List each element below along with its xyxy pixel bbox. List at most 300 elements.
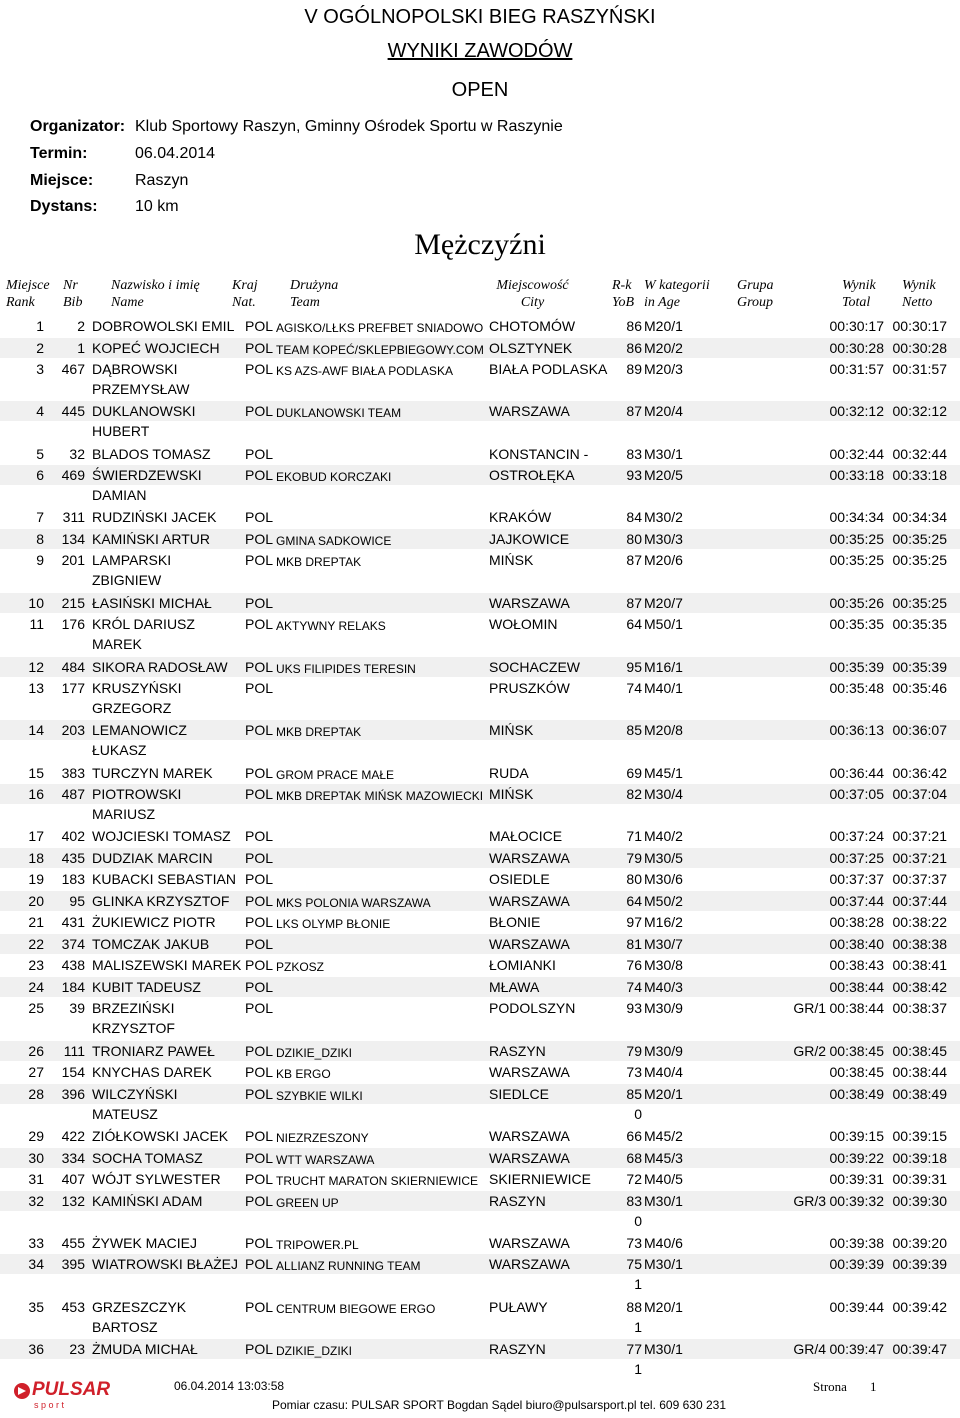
city-cell: MŁAWA — [489, 978, 540, 995]
netto-time-cell: 00:39:15 — [892, 1128, 947, 1144]
city-cell: PRUSZKÓW — [489, 680, 570, 696]
rank-cell: 10 — [28, 594, 44, 611]
name-cell: KNYCHAS DAREK — [92, 1064, 212, 1081]
name-cell: ZIÓŁKOWSKI JACEK — [92, 1128, 229, 1144]
city-cell: OSTROŁĘKA — [489, 467, 575, 484]
netto-time-cell: 00:39:30 — [892, 1192, 947, 1209]
category-cell: M45/3 — [644, 1149, 683, 1166]
city-cell: KONSTANCIN - — [489, 445, 589, 462]
name-cell-second-line: MATEUSZ — [92, 1105, 158, 1122]
total-time-cell: 00:38:44 — [829, 978, 884, 995]
rank-cell: 26 — [28, 1042, 44, 1059]
netto-time-cell: 00:38:38 — [892, 935, 947, 952]
col-header-bib — [63, 277, 82, 311]
total-time-cell: 00:30:28 — [829, 339, 884, 356]
rank-cell: 32 — [28, 1192, 44, 1209]
team-cell: AKTYWNY RELAKS — [276, 619, 386, 634]
rank-cell: 4 — [36, 403, 44, 420]
yob-cell: 86 — [626, 318, 642, 334]
rank-cell: 16 — [28, 786, 44, 803]
col-header-team — [290, 277, 338, 311]
team-cell: TRUCHT MARATON SKIERNIEWICE — [276, 1174, 479, 1188]
category-extra-cell: 1 — [634, 1318, 642, 1335]
name-cell: DUDZIAK MARCIN — [92, 849, 213, 866]
category-cell: M45/1 — [644, 764, 683, 781]
total-time-cell: 00:39:47 — [829, 1340, 884, 1357]
team-cell: SZYBKIE WILKI — [276, 1088, 363, 1103]
name-cell: WIATROWSKI BŁAŻEJ — [92, 1256, 238, 1273]
bib-cell: 23 — [69, 1340, 85, 1357]
city-cell: KRAKÓW — [489, 509, 552, 526]
yob-cell: 74 — [626, 978, 642, 995]
team-cell: TEAM KOPEĆ/SKLEPBIEGOWY.COM — [276, 342, 484, 357]
category-cell: M30/1 — [644, 1192, 683, 1209]
category-extra-cell: 0 — [634, 1212, 642, 1229]
team-cell: WTT WARSZAWA — [276, 1152, 375, 1167]
city-cell: SOCHACZEW — [489, 658, 580, 675]
rank-cell: 20 — [28, 892, 44, 909]
yob-cell: 73 — [626, 1234, 642, 1251]
col-header-name-en: Name — [111, 295, 144, 310]
city-cell: WARSZAWA — [489, 403, 570, 420]
rank-cell: 25 — [28, 1000, 44, 1017]
nat-cell: POL — [245, 318, 274, 334]
city-cell: RASZYN — [489, 1042, 546, 1059]
col-header-team-en: Team — [290, 295, 320, 310]
city-cell: WARSZAWA — [489, 849, 570, 866]
col-header-yob-en: YoB — [612, 295, 635, 310]
yob-cell: 82 — [626, 786, 642, 803]
name-cell-second-line: MARIUSZ — [92, 806, 155, 823]
team-cell: PZKOSZ — [276, 960, 325, 975]
total-time-cell: 00:36:13 — [829, 722, 884, 739]
category-cell: M40/6 — [644, 1234, 683, 1251]
rank-cell: 8 — [36, 530, 44, 547]
col-header-group-en: Group — [737, 295, 774, 310]
yob-cell: 89 — [626, 361, 642, 377]
team-cell: EKOBUD KORCZAKI — [276, 470, 392, 485]
name-cell-second-line: HUBERT — [92, 423, 150, 440]
category-cell: M30/4 — [644, 786, 683, 803]
rank-cell: 2 — [36, 339, 44, 356]
nat-cell: POL — [245, 849, 274, 866]
netto-time-cell: 00:35:25 — [892, 594, 947, 611]
netto-time-cell: 00:38:41 — [892, 957, 947, 974]
col-header-netto-pl: Wynik — [902, 278, 936, 293]
category-cell: M16/2 — [644, 914, 683, 931]
category-cell: M30/1 — [644, 1340, 683, 1357]
yob-cell: 69 — [626, 764, 642, 781]
total-time-cell: 00:35:35 — [829, 616, 884, 633]
category-cell: M20/1 — [644, 1298, 683, 1315]
nat-cell: POL — [245, 1149, 274, 1166]
distance-label: Dystans: — [30, 198, 98, 215]
yob-cell: 68 — [626, 1149, 642, 1166]
total-time-cell: 00:35:39 — [829, 658, 884, 675]
nat-cell: POL — [245, 594, 274, 611]
bib-cell: 453 — [61, 1298, 85, 1315]
name-cell: WOJCIESKI TOMASZ — [92, 828, 231, 845]
rank-cell: 34 — [28, 1256, 44, 1273]
total-time-cell: 00:39:32 — [829, 1192, 884, 1209]
bib-cell: 431 — [61, 914, 85, 931]
netto-time-cell: 00:38:45 — [892, 1042, 947, 1059]
name-cell: RUDZIŃSKI JACEK — [92, 509, 217, 526]
rank-cell: 11 — [29, 616, 44, 633]
total-time-cell: 00:31:57 — [829, 361, 884, 377]
nat-cell: POL — [245, 530, 274, 547]
name-cell-second-line: ŁUKASZ — [92, 742, 147, 759]
rank-cell: 12 — [28, 658, 44, 675]
category-cell: M30/1 — [644, 445, 683, 462]
city-cell: PODOLSZYN — [489, 1000, 576, 1017]
footer-credit: Pomiar czasu: PULSAR SPORT Bogdan Sądel biuro@pulsarsport.pl tel. 609 630 231 — [272, 1398, 726, 1412]
bib-cell: 177 — [61, 680, 85, 696]
bib-cell: 438 — [61, 957, 85, 974]
bib-cell: 111 — [63, 1042, 85, 1059]
netto-time-cell: 00:38:49 — [892, 1085, 947, 1102]
city-cell: RASZYN — [489, 1340, 546, 1357]
rank-cell: 6 — [36, 467, 44, 484]
total-time-cell: 00:37:05 — [829, 786, 884, 803]
category-cell: M20/4 — [644, 403, 683, 420]
yob-cell: 83 — [626, 1192, 642, 1209]
col-header-yob — [612, 277, 634, 311]
nat-cell: POL — [245, 658, 274, 675]
city-cell: WARSZAWA — [489, 1128, 570, 1144]
col-header-rank — [6, 277, 50, 311]
nat-cell: POL — [245, 892, 274, 909]
netto-time-cell: 00:31:57 — [892, 361, 947, 377]
footer-page-label: Strona — [813, 1379, 847, 1394]
rank-cell: 1 — [36, 318, 44, 334]
city-cell: MIŃSK — [489, 552, 534, 569]
total-time-cell: 00:38:28 — [829, 914, 884, 931]
team-cell: AGISKO/LŁKS PREFBET SNIADOWO — [276, 321, 484, 335]
organizer-label: Organizator: — [30, 118, 126, 135]
yob-cell: 85 — [626, 1085, 642, 1102]
logo-text: PULSAR — [32, 1379, 111, 1400]
team-cell: DUKLANOWSKI TEAM — [276, 406, 402, 421]
name-cell: ŁASIŃSKI MICHAŁ — [92, 594, 212, 611]
name-cell: DOBROWOLSKI EMIL — [92, 318, 235, 334]
total-time-cell: 00:39:44 — [829, 1298, 884, 1315]
category-cell: M20/6 — [644, 552, 683, 569]
total-time-cell: 00:38:45 — [829, 1064, 884, 1081]
rank-cell: 27 — [28, 1064, 44, 1081]
yob-cell: 71 — [626, 828, 642, 845]
netto-time-cell: 00:39:47 — [892, 1340, 947, 1357]
yob-cell: 75 — [626, 1256, 642, 1273]
category-cell: M50/2 — [644, 892, 683, 909]
col-header-netto-en: Netto — [902, 295, 933, 310]
bib-cell: 455 — [61, 1234, 85, 1251]
team-cell: GMINA SADKOWICE — [276, 533, 392, 548]
rank-cell: 17 — [28, 828, 44, 845]
city-cell: BIAŁA PODLASKA — [489, 361, 608, 377]
name-cell-second-line: DAMIAN — [92, 487, 147, 504]
category-cell: M40/2 — [644, 828, 683, 845]
netto-time-cell: 00:38:22 — [892, 914, 947, 931]
netto-time-cell: 00:39:31 — [892, 1171, 947, 1187]
name-cell: DĄBROWSKI — [92, 361, 178, 377]
bib-cell: 435 — [61, 849, 85, 866]
team-cell: MKB DREPTAK — [276, 555, 362, 570]
bib-cell: 445 — [61, 403, 85, 420]
nat-cell: POL — [245, 1042, 274, 1059]
col-header-cat — [644, 277, 710, 311]
bib-cell: 311 — [62, 509, 85, 526]
netto-time-cell: 00:37:21 — [892, 828, 947, 845]
netto-time-cell: 00:33:18 — [892, 467, 947, 484]
netto-time-cell: 00:39:39 — [892, 1256, 947, 1273]
yob-cell: 86 — [626, 339, 642, 356]
bib-cell: 374 — [61, 935, 85, 952]
team-cell: ALLIANZ RUNNING TEAM — [276, 1259, 421, 1274]
yob-cell: 66 — [626, 1128, 642, 1144]
nat-cell: POL — [245, 1171, 274, 1187]
city-cell: SKIERNIEWICE — [489, 1171, 591, 1187]
netto-time-cell: 00:30:28 — [892, 339, 947, 356]
group-cell: GR/2 — [793, 1042, 826, 1059]
col-header-total — [842, 277, 876, 311]
category-cell: M30/6 — [644, 871, 683, 888]
group-cell: GR/3 — [793, 1192, 826, 1209]
team-cell: KS AZS-AWF BIAŁA PODLASKA — [276, 364, 453, 378]
bib-cell: 39 — [69, 1000, 85, 1017]
category-extra-cell: 1 — [634, 1360, 642, 1377]
name-cell-second-line: BARTOSZ — [92, 1318, 158, 1335]
city-cell: WARSZAWA — [489, 892, 570, 909]
col-header-city-pl: Miejscowość — [496, 278, 569, 293]
col-header-nat-pl: Kraj — [232, 278, 258, 293]
city-cell: WARSZAWA — [489, 1256, 570, 1273]
rank-cell: 7 — [36, 509, 44, 526]
city-cell: OSIEDLE — [489, 871, 550, 888]
name-cell: ŻYWEK MACIEJ — [92, 1234, 198, 1251]
city-cell: RASZYN — [489, 1192, 546, 1209]
city-cell: RUDA — [489, 764, 529, 781]
rank-cell: 30 — [28, 1149, 44, 1166]
total-time-cell: 00:37:44 — [829, 892, 884, 909]
city-cell: OLSZTYNEK — [489, 339, 573, 356]
netto-time-cell: 00:37:21 — [892, 849, 947, 866]
nat-cell: POL — [245, 871, 274, 888]
bib-cell: 407 — [61, 1171, 85, 1187]
yob-cell: 87 — [626, 552, 642, 569]
nat-cell: POL — [245, 680, 274, 696]
yob-cell: 95 — [626, 658, 642, 675]
col-header-name — [111, 277, 200, 311]
date-label: Termin: — [30, 145, 88, 162]
rank-cell: 28 — [28, 1085, 44, 1102]
netto-time-cell: 00:35:39 — [892, 658, 947, 675]
bib-cell: 32 — [69, 445, 85, 462]
yob-cell: 84 — [626, 509, 642, 526]
name-cell: KRUSZYŃSKI — [92, 680, 182, 696]
bib-cell: 95 — [69, 892, 85, 909]
netto-time-cell: 00:32:12 — [892, 403, 947, 420]
category-cell: M50/1 — [644, 616, 683, 633]
col-header-yob-pl: R-k — [612, 278, 632, 293]
nat-cell: POL — [245, 339, 274, 356]
total-time-cell: 00:35:48 — [829, 680, 884, 696]
logo-subtext: s p o r t — [34, 1400, 65, 1410]
bib-cell: 132 — [61, 1192, 85, 1209]
name-cell: ŚWIERDZEWSKI — [92, 467, 202, 484]
name-cell: SOCHA TOMASZ — [92, 1149, 203, 1166]
netto-time-cell: 00:36:42 — [892, 764, 947, 781]
bib-cell: 134 — [61, 530, 85, 547]
team-cell: MKS POLONIA WARSZAWA — [276, 895, 431, 910]
nat-cell: POL — [245, 445, 274, 462]
category-cell: M30/8 — [644, 957, 683, 974]
total-time-cell: 00:39:22 — [829, 1149, 884, 1166]
footer-page-number: 1 — [870, 1379, 877, 1394]
category-title: OPEN — [451, 79, 509, 101]
city-cell: ŁOMIANKI — [489, 957, 556, 974]
name-cell: SIKORA RADOSŁAW — [92, 658, 228, 675]
rank-cell: 23 — [28, 957, 44, 974]
category-cell: M45/2 — [644, 1128, 683, 1144]
bib-cell: 184 — [61, 978, 85, 995]
category-cell: M40/1 — [644, 680, 683, 696]
bib-cell: 383 — [61, 764, 85, 781]
name-cell: TURCZYN MAREK — [92, 764, 213, 781]
netto-time-cell: 00:37:44 — [892, 892, 947, 909]
nat-cell: POL — [245, 786, 274, 803]
yob-cell: 80 — [626, 871, 642, 888]
yob-cell: 76 — [626, 957, 642, 974]
name-cell-second-line: GRZEGORZ — [92, 700, 172, 716]
category-cell: M20/2 — [644, 339, 683, 356]
netto-time-cell: 00:36:07 — [892, 722, 947, 739]
name-cell: PIOTROWSKI — [92, 786, 182, 803]
category-cell: M16/1 — [644, 658, 683, 675]
yob-cell: 85 — [626, 722, 642, 739]
bib-cell: 201 — [61, 552, 85, 569]
bib-cell: 176 — [61, 616, 85, 633]
name-cell: ŻUKIEWICZ PIOTR — [92, 914, 216, 931]
total-time-cell: 00:32:12 — [829, 403, 884, 420]
city-cell: MIŃSK — [489, 722, 534, 739]
rank-cell: 13 — [28, 680, 44, 696]
category-cell: M30/1 — [644, 1256, 683, 1273]
col-header-city-en: City — [520, 295, 545, 310]
netto-time-cell: 00:35:25 — [892, 530, 947, 547]
category-cell: M20/5 — [644, 467, 683, 484]
col-header-team-pl: Drużyna — [290, 278, 339, 293]
city-cell: CHOTOMÓW — [489, 318, 576, 334]
name-cell: GRZESZCZYK — [92, 1298, 187, 1315]
category-cell: M40/4 — [644, 1064, 683, 1081]
nat-cell: POL — [245, 552, 274, 569]
rank-cell: 33 — [28, 1234, 44, 1251]
total-time-cell: 00:39:39 — [829, 1256, 884, 1273]
col-header-rank-en: Rank — [6, 295, 35, 310]
name-cell: DUKLANOWSKI — [92, 403, 196, 420]
name-cell: KUBIT TADEUSZ — [92, 978, 201, 995]
nat-cell: POL — [245, 616, 274, 633]
yob-cell: 79 — [626, 849, 642, 866]
rank-cell: 35 — [28, 1298, 44, 1315]
team-cell: GROM PRACE MAŁE — [276, 767, 395, 782]
total-time-cell: 00:32:44 — [829, 445, 884, 462]
bib-cell: 334 — [61, 1149, 85, 1166]
rank-cell: 14 — [28, 722, 44, 739]
col-header-rank-pl: Miejsce — [6, 278, 50, 293]
name-cell-second-line: MAREK — [92, 636, 142, 653]
nat-cell: POL — [245, 1192, 274, 1209]
place-label: Miejsce: — [30, 172, 94, 189]
netto-time-cell: 00:38:44 — [892, 1064, 947, 1081]
total-time-cell: 00:39:15 — [829, 1128, 884, 1144]
yob-cell: 64 — [626, 892, 642, 909]
yob-cell: 83 — [626, 445, 642, 462]
category-extra-cell: 1 — [634, 1276, 642, 1293]
category-cell: M30/9 — [644, 1042, 683, 1059]
team-cell: KB ERGO — [276, 1067, 331, 1082]
bib-cell: 484 — [61, 658, 85, 675]
team-cell: NIEZRZESZONY — [276, 1131, 369, 1145]
netto-time-cell: 00:34:34 — [892, 509, 947, 526]
category-cell: M20/3 — [644, 361, 683, 377]
team-cell: DZIKIE_DZIKI — [276, 1343, 353, 1358]
rank-cell: 29 — [28, 1128, 44, 1144]
col-header-netto — [902, 277, 936, 311]
distance-value: 10 km — [135, 198, 179, 215]
category-cell: M20/7 — [644, 594, 683, 611]
category-cell: M40/3 — [644, 978, 683, 995]
city-cell: WOŁOMIN — [489, 616, 558, 633]
total-time-cell: 00:35:26 — [829, 594, 884, 611]
nat-cell: POL — [245, 914, 274, 931]
category-cell: M30/9 — [644, 1000, 683, 1017]
category-cell: M30/2 — [644, 509, 683, 526]
nat-cell: POL — [245, 1128, 274, 1144]
name-cell: LAMPARSKI — [92, 552, 172, 569]
col-header-name-pl: Nazwisko i imię — [111, 278, 200, 293]
nat-cell: POL — [245, 957, 274, 974]
team-cell: MKB DREPTAK — [276, 725, 362, 740]
bib-cell: 215 — [61, 594, 85, 611]
category-cell: M30/5 — [644, 849, 683, 866]
team-cell: LKS OLYMP BŁONIE — [276, 917, 391, 932]
yob-cell: 93 — [626, 1000, 642, 1017]
name-cell-second-line: ZBIGNIEW — [92, 572, 162, 589]
yob-cell: 87 — [626, 594, 642, 611]
rank-cell: 15 — [28, 764, 44, 781]
team-cell: UKS FILIPIDES TERESIN — [276, 661, 416, 676]
nat-cell: POL — [245, 978, 274, 995]
name-cell-second-line: KRZYSZTOF — [92, 1020, 175, 1037]
city-cell: MIŃSK — [489, 786, 534, 803]
netto-time-cell: 00:38:42 — [892, 978, 947, 995]
city-cell: WARSZAWA — [489, 1234, 570, 1251]
team-cell: TRIPOWER.PL — [276, 1237, 359, 1252]
netto-time-cell: 00:30:17 — [892, 318, 947, 334]
col-header-city — [495, 277, 570, 311]
group-cell: GR/1 — [793, 1000, 826, 1017]
col-header-nat-en: Nat. — [232, 295, 256, 310]
date-value: 06.04.2014 — [135, 145, 216, 162]
bib-cell: 183 — [61, 871, 85, 888]
bib-cell: 2 — [77, 318, 85, 334]
bib-cell: 396 — [61, 1085, 85, 1102]
city-cell: WARSZAWA — [489, 1064, 570, 1081]
yob-cell: 93 — [626, 467, 642, 484]
netto-time-cell: 00:37:37 — [892, 871, 947, 888]
